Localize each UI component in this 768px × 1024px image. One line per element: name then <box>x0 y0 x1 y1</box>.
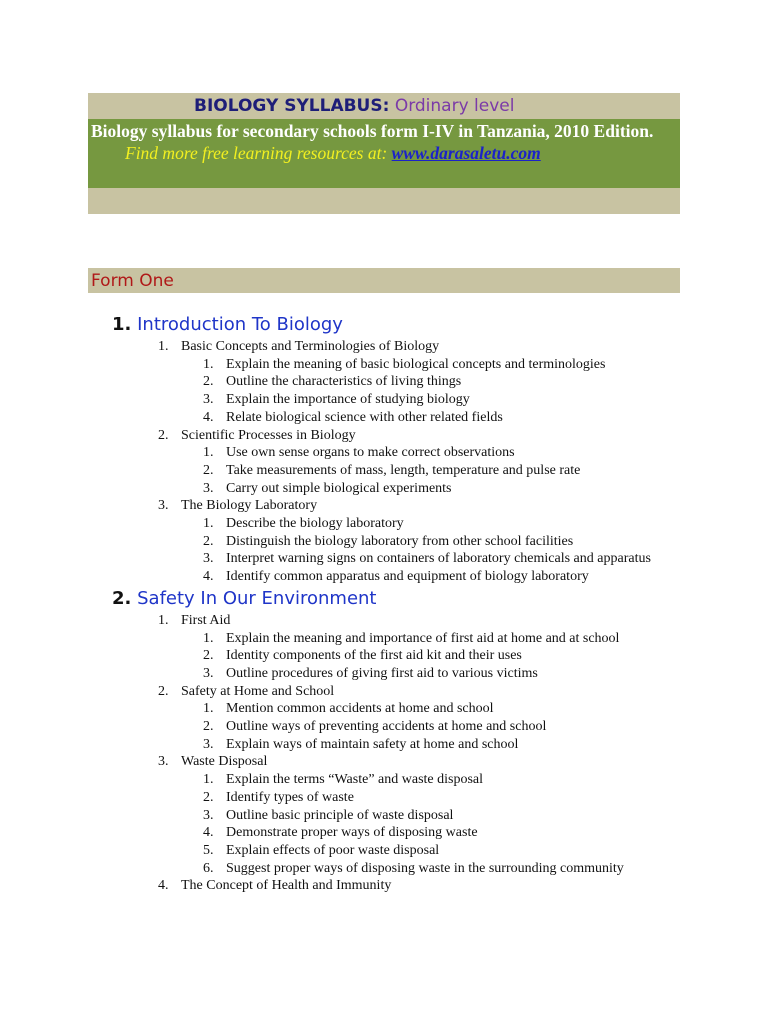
objective-number: 3. <box>203 807 214 823</box>
objective-text: Explain the importance of studying biology <box>226 392 470 408</box>
header-title-level: Ordinary level <box>394 96 515 116</box>
header-title <box>88 93 680 119</box>
syllabus-content <box>0 312 768 895</box>
objective-number: 3. <box>203 551 214 567</box>
objective-text: Interpret warning signs on containers of laboratory chemicals and apparatus <box>226 551 651 567</box>
objective-text: Identify types of waste <box>226 789 354 805</box>
objective-item <box>0 550 656 568</box>
objective-text: Outline the characteristics of living things <box>226 374 462 390</box>
objective-number: 3. <box>203 665 214 681</box>
objective-item <box>0 700 656 718</box>
objective-number: 1. <box>203 356 214 372</box>
header-description: Biology syllabus for secondary schools form I-IV in Tanzania, 2010 Edition. <box>91 121 654 141</box>
objective-number: 2. <box>203 719 214 735</box>
objective-number: 3. <box>203 480 214 496</box>
objective-number: 1. <box>203 701 214 717</box>
objective-number: 4. <box>203 825 214 841</box>
objective-text: Demonstrate proper ways of disposing waste <box>226 825 478 841</box>
objective-text: Explain the terms “Waste” and waste disposal <box>226 772 484 788</box>
topic-heading <box>0 312 768 338</box>
objective-text: Explain effects of poor waste disposal <box>226 842 440 858</box>
objective-item <box>0 533 656 551</box>
objective-item <box>0 647 656 665</box>
subtopic-item <box>0 753 768 771</box>
objective-text: Carry out simple biological experiments <box>226 480 452 496</box>
objective-item <box>0 842 656 860</box>
objective-item <box>0 409 656 427</box>
objective-item <box>0 860 656 878</box>
objective-text: Mention common accidents at home and school <box>226 701 494 717</box>
subtopic-item <box>0 338 768 356</box>
objective-number: 5. <box>203 842 214 858</box>
subtopic-item <box>0 427 768 445</box>
objective-text: Relate biological science with other related fields <box>226 409 503 425</box>
subtopic-title: Scientific Processes in Biology <box>181 427 356 443</box>
topic-title: Introduction To Biology <box>137 314 343 335</box>
objective-item <box>0 789 656 807</box>
objective-item <box>0 373 656 391</box>
topic-title: Safety In Our Environment <box>137 587 377 609</box>
objective-number: 3. <box>203 736 214 752</box>
objective-item <box>0 736 656 754</box>
subtopic-number: 3. <box>158 754 169 770</box>
objective-item <box>0 718 656 736</box>
objective-text: Explain the meaning and importance of first aid at home and at school <box>226 630 620 646</box>
objective-text: Identify common apparatus and equipment of biology laboratory <box>226 569 589 585</box>
objective-text: Outline procedures of giving first aid to various victims <box>226 665 538 681</box>
objective-item <box>0 665 656 683</box>
objective-number: 4. <box>203 569 214 585</box>
objective-number: 2. <box>203 648 214 664</box>
objective-item <box>0 771 656 789</box>
subtopic-title: Waste Disposal <box>181 754 268 770</box>
subtopic-item <box>0 683 768 701</box>
objective-number: 1. <box>203 772 214 788</box>
objective-text: Distinguish the biology laboratory from other school facilities <box>226 533 574 549</box>
objective-text: Outline ways of preventing accidents at home and school <box>226 719 547 735</box>
subtopic-title: The Biology Laboratory <box>181 498 318 514</box>
subtopic-title: Basic Concepts and Terminologies of Biology <box>181 339 440 354</box>
objective-text: Explain the meaning of basic biological concepts and terminologies <box>226 356 606 372</box>
subtopic-number: 1. <box>158 612 169 628</box>
objective-number: 2. <box>203 374 214 390</box>
objective-number: 2. <box>203 462 214 478</box>
objective-number: 2. <box>203 533 214 549</box>
objective-number: 1. <box>203 630 214 646</box>
subtopic-number: 4. <box>158 878 169 894</box>
objective-text: Describe the biology laboratory <box>226 516 404 532</box>
objective-item <box>0 480 656 498</box>
objective-number: 4. <box>203 409 214 425</box>
objective-text: Identity components of the first aid kit and their uses <box>226 648 522 664</box>
objective-text: Suggest proper ways of disposing waste in the surrounding community <box>226 860 624 876</box>
objective-text: Use own sense organs to make correct observations <box>226 445 515 461</box>
topic-number: 1. <box>112 314 132 335</box>
header-description-panel <box>88 119 680 188</box>
objective-number: 1. <box>203 516 214 532</box>
subtopic-number: 3. <box>158 498 169 514</box>
resources-text: Find more free learning resources at: <box>125 143 388 163</box>
subtopic-item <box>0 877 768 895</box>
objective-item <box>0 515 656 533</box>
objective-item <box>0 630 656 648</box>
syllabus-header <box>88 93 680 214</box>
objective-number: 3. <box>203 392 214 408</box>
objective-item <box>0 807 656 825</box>
form-heading: Form One <box>88 268 680 293</box>
objective-item <box>0 568 656 586</box>
objective-item <box>0 824 656 842</box>
objective-number: 2. <box>203 789 214 805</box>
objective-number: 6. <box>203 860 214 876</box>
objective-item <box>0 391 656 409</box>
objective-text: Outline basic principle of waste disposal <box>226 807 454 823</box>
objective-item <box>0 444 656 462</box>
header-resources-row <box>91 143 680 164</box>
objective-text: Take measurements of mass, length, temperature and pulse rate <box>226 462 581 478</box>
header-title-main: BIOLOGY SYLLABUS: <box>194 96 390 116</box>
subtopic-title: Safety at Home and School <box>181 683 335 699</box>
objective-item <box>0 462 656 480</box>
objective-text: Explain ways of maintain safety at home and school <box>226 736 519 752</box>
subtopic-title: First Aid <box>181 612 231 628</box>
objective-item <box>0 356 656 374</box>
subtopic-number: 2. <box>158 683 169 699</box>
topic-number: 2. <box>112 587 132 609</box>
subtopic-number: 2. <box>158 427 169 443</box>
subtopic-title: The Concept of Health and Immunity <box>181 878 392 894</box>
subtopic-item <box>0 497 768 515</box>
subtopic-number: 1. <box>158 339 169 354</box>
resources-link[interactable]: www.darasaletu.com <box>391 143 541 163</box>
topic-heading <box>0 586 768 612</box>
objective-number: 1. <box>203 445 214 461</box>
subtopic-item <box>0 612 768 630</box>
